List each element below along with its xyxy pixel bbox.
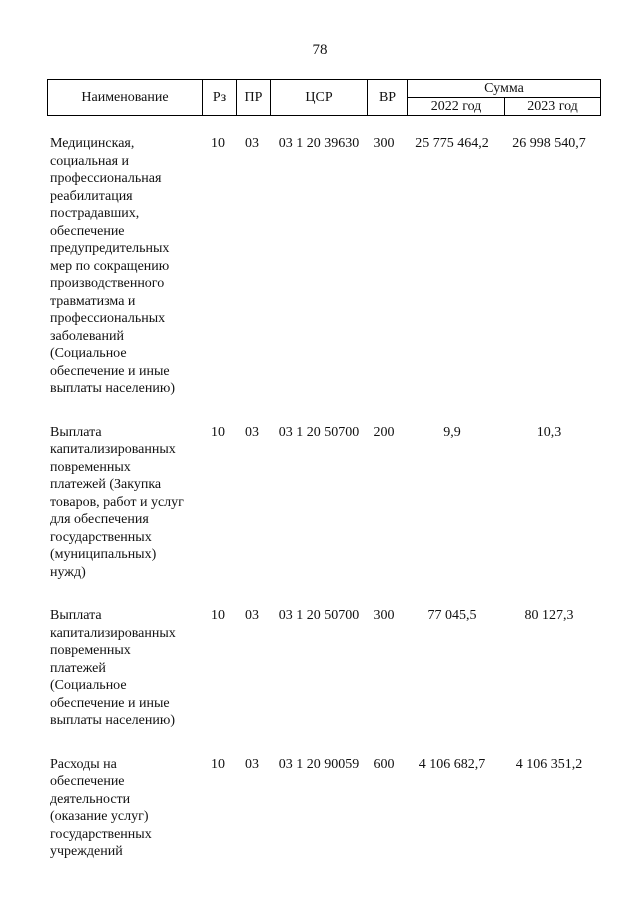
row-pr: 03	[245, 136, 259, 151]
row-name: Медицинская, социальная и профессиональная реабилитация пострадавших, обеспечение предупредительных мер по сокращению производственного травматизма и профессиональных заболеваний (Социальное обеспечение и иные выплаты населению)	[50, 136, 175, 396]
row-sum-2022: 77 045,5	[427, 608, 477, 623]
row-sum-2022: 25 775 464,2	[415, 136, 489, 151]
row-vr: 300	[373, 136, 395, 151]
row-sum-2022: 4 106 682,7	[418, 756, 486, 772]
row-sum-2023: 26 998 540,7	[512, 136, 586, 151]
header-rz	[202, 79, 236, 116]
header-csr-label: ЦСР	[305, 89, 333, 105]
header-pr	[236, 79, 270, 116]
header-sum	[407, 79, 601, 98]
header-year-2023	[504, 97, 601, 116]
row-vr: 200	[373, 424, 395, 440]
header-year-2023-label: 2023 год	[527, 98, 578, 114]
row-rz: 10	[211, 136, 225, 151]
row-sum-2023: 10,3	[536, 424, 562, 440]
row-sum-2023: 80 127,3	[524, 608, 574, 623]
row-pr: 03	[245, 756, 259, 772]
header-vr	[367, 79, 407, 116]
header-csr	[270, 79, 367, 116]
header-year-2022	[407, 97, 504, 116]
header-sum-label: Сумма	[484, 80, 524, 96]
header-rz-label: Рз	[212, 89, 227, 105]
table-row	[50, 607, 604, 730]
header-name	[47, 79, 202, 116]
row-sum-2022: 9,9	[443, 424, 461, 440]
row-csr: 03 1 20 50700	[278, 608, 360, 623]
row-csr: 03 1 20 39630	[278, 136, 360, 151]
header-year-2022-label: 2022 год	[430, 98, 482, 114]
row-rz: 10	[211, 424, 225, 440]
table-row	[50, 135, 604, 398]
table-row	[50, 756, 604, 861]
table-row	[50, 424, 604, 582]
row-csr: 03 1 20 90059	[278, 756, 360, 772]
row-rz: 10	[211, 756, 225, 772]
row-pr: 03	[245, 608, 259, 623]
row-name: Выплата капитализированных повременных платежей (Закупка товаров, работ и услуг для обеспечения государственных (муниципальных) нужд)	[50, 424, 184, 580]
row-csr: 03 1 20 50700	[278, 424, 360, 440]
row-vr: 300	[373, 608, 395, 623]
row-rz: 10	[211, 608, 225, 623]
row-name: Выплата капитализированных повременных платежей (Социальное обеспечение и иные выплаты населению)	[50, 608, 176, 728]
header-vr-label: ВР	[378, 89, 397, 105]
header-pr-label: ПР	[244, 89, 263, 105]
row-name: Расходы на обеспечение деятельности (оказание услуг) государственных учреждений	[50, 756, 152, 859]
row-vr: 600	[373, 756, 395, 772]
table-header	[47, 79, 601, 116]
header-name-label: Наименование	[81, 89, 169, 105]
row-sum-2023: 4 106 351,2	[515, 756, 583, 772]
page-number: 78	[312, 42, 328, 58]
table-body	[50, 135, 604, 861]
row-pr: 03	[245, 424, 259, 440]
